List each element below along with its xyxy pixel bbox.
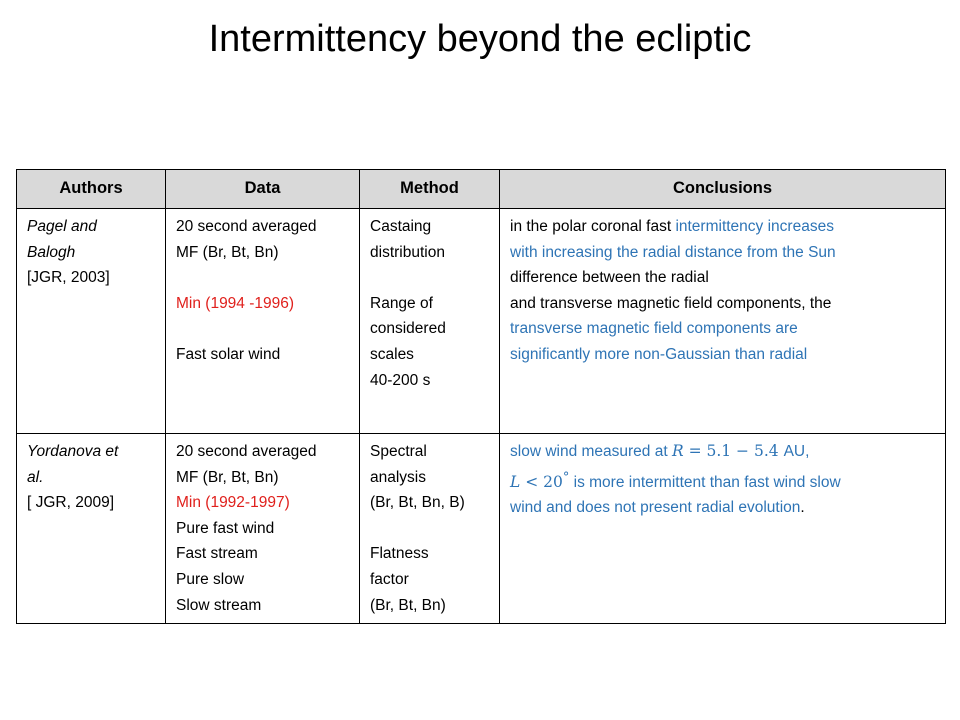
data-line: MF (Br, Bt, Bn) (176, 468, 279, 486)
conclusion-highlight: transverse magnetic field components are (510, 320, 798, 338)
table-row (17, 434, 946, 624)
author-reference: [ JGR, 2009] (27, 494, 115, 512)
conclusion-text: slow wind measured at (510, 443, 672, 460)
cell-method (360, 209, 500, 434)
header-method: Method (360, 170, 500, 209)
data-line: MF (Br, Bt, Bn) (176, 243, 279, 261)
header-conclusions: Conclusions (500, 170, 946, 209)
method-line: scales (370, 345, 414, 363)
data-line: Fast solar wind (176, 345, 281, 363)
method-line: considered (370, 320, 446, 338)
data-period: Min (1992-1997) (176, 494, 290, 512)
math-variable: R (671, 442, 684, 460)
data-line: Fast stream (176, 545, 258, 563)
cell-authors (17, 209, 166, 434)
cell-data (166, 434, 360, 624)
data-line: 20 second averaged (176, 443, 317, 460)
method-line: Flatness (370, 545, 429, 563)
degree-symbol: ° (562, 469, 570, 485)
method-line: 40-200 s (370, 371, 431, 389)
conclusion-text: difference between the radial (510, 269, 709, 287)
author-name: al. (27, 468, 44, 486)
data-line: Slow stream (176, 596, 262, 614)
header-authors: Authors (17, 170, 166, 209)
math-variable: L (510, 472, 521, 491)
conclusion-highlight: significantly more non-Gaussian than radial (510, 345, 808, 363)
conclusion-line (510, 465, 939, 496)
method-line: Spectral (370, 443, 427, 460)
cell-method (360, 434, 500, 624)
conclusion-line (510, 495, 939, 521)
math-expression: = 5.1 − 5.4 (683, 442, 784, 460)
method-line: distribution (370, 243, 445, 261)
cell-data (166, 209, 360, 434)
data-line: 20 second averaged (176, 218, 317, 235)
conclusion-line (510, 439, 939, 465)
method-line: Range of (370, 294, 433, 312)
unit-label: AU, (783, 443, 810, 460)
data-line: Pure fast wind (176, 519, 275, 537)
conclusion-period: . (800, 499, 805, 517)
method-line: factor (370, 570, 409, 588)
method-line: (Br, Bt, Bn, B) (370, 494, 465, 512)
conclusion-text: in the polar coronal fast (510, 218, 676, 235)
conclusion-highlight: intermittency increases (675, 218, 834, 235)
slide-title: Intermittency beyond the ecliptic (208, 18, 752, 60)
conclusion-text: wind and does not present radial evolution (510, 499, 801, 517)
comparison-table (16, 169, 946, 624)
data-line: Pure slow (176, 570, 245, 588)
cell-conclusions (500, 434, 946, 624)
method-line: analysis (370, 468, 426, 486)
data-period: Min (1994 -1996) (176, 294, 295, 312)
table-row (17, 209, 946, 434)
cell-conclusions (500, 209, 946, 434)
conclusion-text: is more intermittent than fast wind slow (569, 473, 841, 491)
method-line: (Br, Bt, Bn) (370, 596, 446, 614)
author-name: Yordanova et (27, 443, 119, 460)
conclusion-highlight: with increasing the radial distance from the Sun (510, 243, 836, 261)
author-reference: [JGR, 2003] (27, 269, 110, 287)
cell-authors (17, 434, 166, 624)
author-name: Pagel and (27, 218, 97, 235)
math-expression: < 20 (520, 472, 563, 491)
author-name: Balogh (27, 243, 76, 261)
table-header-row (17, 170, 946, 209)
conclusion-line (510, 214, 939, 240)
method-line: Castaing (370, 218, 432, 235)
conclusion-text: and transverse magnetic field components, the (510, 294, 832, 312)
header-data: Data (166, 170, 360, 209)
